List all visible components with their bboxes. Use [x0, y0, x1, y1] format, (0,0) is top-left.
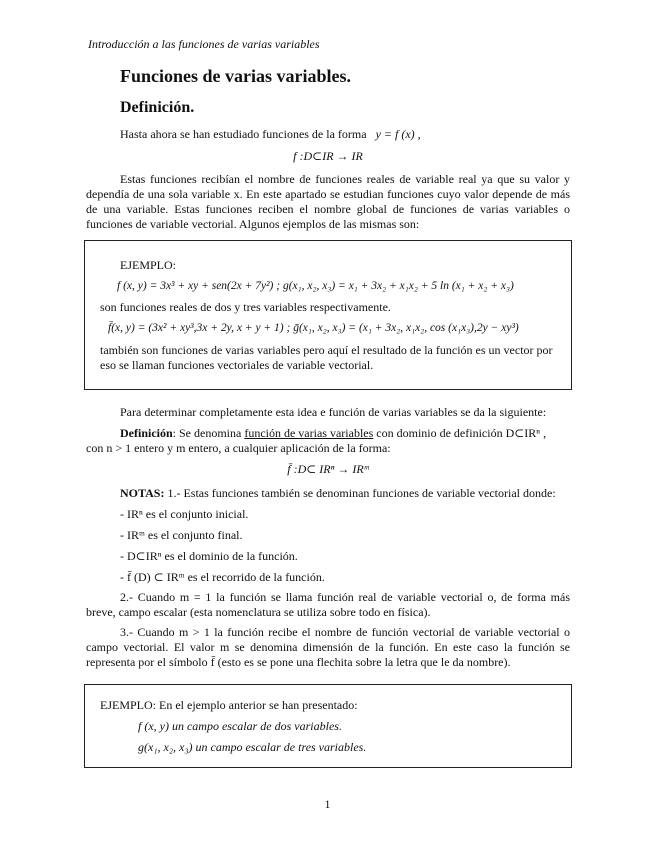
definition-label: Definición: [120, 426, 173, 440]
intro-text: Hasta ahora se han estudiado funciones de la forma: [120, 127, 367, 141]
definition-term: función de varias variables: [244, 426, 374, 440]
page-number: 1: [324, 797, 331, 811]
note-1: 1.- Estas funciones también se denominan funciones de variable vectorial donde:: [164, 486, 556, 500]
notes-label: NOTAS:: [120, 486, 165, 500]
example2-line-1: f (x, y) un campo escalar de dos variables.: [138, 719, 342, 733]
intro-formula: y = f (x) ,: [375, 127, 421, 141]
example2-line-2: g(x₁, x₂, x₃) un campo escalar de tres variables.: [138, 740, 367, 754]
definition-text-c: con n > 1 entero y m entero, a cualquier aplicación de la forma:: [86, 441, 391, 455]
definition-line: [120, 426, 546, 441]
page-title: Funciones de varias variables.: [120, 66, 352, 86]
example1-formula-2: f̄(x, y) = (3x² + xy³,3x + 2y, x + y + 1) ; ḡ(x₁, x₂, x₃) = (x₁ + 3x₂, x₁x₂, cos (x₁x₃),2y − xy³): [108, 322, 519, 334]
section-heading: Definición.: [120, 99, 195, 116]
running-header: Introducción a las funciones de varias variables: [88, 37, 320, 51]
example1-text-2b: eso se llaman funciones vectoriales de variable vectorial.: [100, 358, 374, 372]
example1-text-1: son funciones reales de dos y tres variables respectivamente.: [100, 300, 391, 314]
note-item-1: - IRⁿ es el conjunto inicial.: [120, 507, 249, 521]
intro-definition-line: Para determinar completamente esta idea e función de varias variables se da la siguiente:: [120, 405, 547, 419]
notes-line: [120, 486, 556, 501]
definition-text-a: : Se denomina: [172, 426, 242, 440]
example1-formula-1: f (x, y) = 3x³ + xy + sen(2x + 7y²) ; g(x₁, x₂, x₃) = x₁ + 3x₂ + x₁x₂ + 5 ln (x₁ + x₂ + x₃): [117, 280, 514, 292]
note-2: 2.- Cuando m = 1 la función se llama función real de variable vectorial o, de forma más breve, campo escalar (esta nomenclatura se utiliza sobre todo en física).: [86, 590, 570, 619]
note-item-4: - f̄ (D) ⊂ IRᵐ es el recorrido de la función.: [120, 570, 325, 584]
example2-label: EJEMPLO: En el ejemplo anterior se han presentado:: [100, 698, 358, 712]
real-function-mapping: f :D⊂IR → IR: [293, 149, 363, 163]
example1-label: EJEMPLO:: [120, 258, 177, 272]
definition-text-b: con dominio de definición D⊂IRⁿ ,: [376, 426, 547, 440]
intro-line: [120, 127, 421, 142]
note-item-2: - IRᵐ es el conjunto final.: [120, 528, 243, 542]
note-3: 3.- Cuando m > 1 la función recibe el nombre de función vectorial de variable vectorial o campo vectorial. El valor m se denomina dimensión de la función. En este caso la función se representa por el símbolo f̄ (esto es se pone una flechita sobre la letra que le da nombre).: [86, 625, 570, 669]
example1-text-2a: también son funciones de varias variables pero aquí el resultado de la función es un vector por: [100, 343, 553, 357]
vector-function-mapping: f̄ :D⊂ IRⁿ → IRᵐ: [287, 462, 369, 476]
intro-paragraph: Estas funciones recibían el nombre de funciones reales de variable real ya que su valor y dependía de una sola variable x. En este apartado se estudian funciones cuyo valor depende de más de una variable. Estas funciones reciben el nombre global de funciones de varias variables o funciones de variable vectorial. Algunos ejemplos de las mismas son:: [86, 172, 570, 231]
note-item-3: - D⊂IRⁿ es el dominio de la función.: [120, 549, 298, 563]
